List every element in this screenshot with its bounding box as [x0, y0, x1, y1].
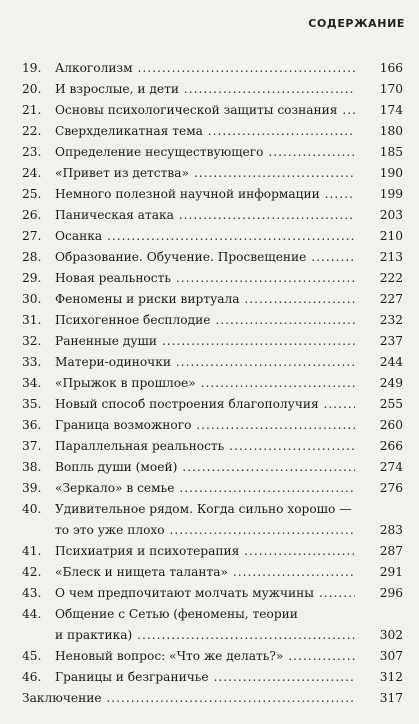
- toc-page: 274: [379, 460, 403, 474]
- toc-number: 36.: [22, 418, 42, 432]
- toc-title: Паническая атака .....: [55, 206, 355, 224]
- toc-number: 22.: [22, 124, 42, 138]
- toc-page: 213: [379, 250, 403, 264]
- toc-page: 249: [379, 376, 403, 390]
- toc-page: 312: [379, 670, 403, 684]
- toc-number: 27.: [22, 229, 42, 243]
- toc-page: 222: [379, 271, 403, 285]
- toc-title: О чем предпочитают молчать мужчины .....: [55, 584, 355, 602]
- toc-title: Сверхделикатная тема .....: [55, 122, 355, 140]
- toc-title: Параллельная реальность .....: [55, 437, 355, 455]
- toc-title: Матери-одиночки .....: [55, 353, 355, 371]
- toc-page: 170: [379, 82, 403, 96]
- toc-number: 24.: [22, 166, 42, 180]
- toc-title: Неновый вопрос: «Что же делать?» .....: [55, 647, 355, 665]
- toc-title: Психогенное бесплодие .....: [55, 311, 355, 329]
- toc-number: 39.: [22, 481, 42, 495]
- toc-page: 260: [379, 418, 403, 432]
- toc-number: 40.: [22, 502, 42, 516]
- toc-title: Психиатрия и психотерапия .....: [55, 542, 355, 560]
- toc-title: Основы психологической защиты сознания .....: [55, 101, 355, 119]
- toc-title: Удивительное рядом. Когда сильно хорошо —: [55, 502, 352, 516]
- toc-number: 35.: [22, 397, 42, 411]
- toc-number: 32.: [22, 334, 42, 348]
- toc-number: 31.: [22, 313, 42, 327]
- toc-page: 232: [379, 313, 403, 327]
- toc-number: 37.: [22, 439, 42, 453]
- toc-number: 26.: [22, 208, 42, 222]
- toc-title-line2: и практика) .....: [55, 626, 355, 644]
- toc-page: 296: [379, 586, 403, 600]
- toc-page: 244: [379, 355, 403, 369]
- toc-title-line2: то это уже плохо .....: [55, 521, 355, 539]
- toc-page: 255: [379, 397, 403, 411]
- toc-title: Образование. Обучение. Просвещение .....: [55, 248, 355, 266]
- toc-page: 180: [379, 124, 403, 138]
- toc-title: Новый способ построения благополучия .....: [55, 395, 355, 413]
- toc-page: 302: [379, 628, 403, 642]
- toc-page: 174: [379, 103, 403, 117]
- toc-page: 307: [379, 649, 403, 663]
- toc-number: 28.: [22, 250, 42, 264]
- toc-number: 43.: [22, 586, 42, 600]
- toc-title: Граница возможного .....: [55, 416, 355, 434]
- toc-number: 44.: [22, 607, 42, 621]
- toc-title: Вопль души (моей) .....: [55, 458, 355, 476]
- toc-page: 227: [379, 292, 403, 306]
- toc-number: 30.: [22, 292, 42, 306]
- toc-number: 19.: [22, 61, 42, 75]
- toc-title: Немного полезной научной информации .....: [55, 185, 355, 203]
- toc-page: 185: [379, 145, 403, 159]
- toc-title: Феномены и риски виртуала .....: [55, 290, 355, 308]
- toc-number: 20.: [22, 82, 42, 96]
- toc-number: 46.: [22, 670, 42, 684]
- toc-page: 287: [379, 544, 403, 558]
- toc-number: 23.: [22, 145, 42, 159]
- toc-number: 33.: [22, 355, 42, 369]
- toc-page: 199: [379, 187, 403, 201]
- toc-title: «Прыжок в прошлое» .....: [55, 374, 355, 392]
- toc-page: 166: [379, 61, 403, 75]
- toc-number: 21.: [22, 103, 42, 117]
- page-header: СОДЕРЖАНИЕ: [308, 17, 405, 30]
- toc-title: Определение несуществующего .....: [55, 143, 355, 161]
- toc-number: 38.: [22, 460, 42, 474]
- toc-title: Общение с Сетью (феномены, теории: [55, 607, 298, 621]
- toc-page: 291: [379, 565, 403, 579]
- toc-title: Новая реальность .....: [55, 269, 355, 287]
- toc-number: 42.: [22, 565, 42, 579]
- toc-title: Осанка .....: [55, 227, 355, 245]
- toc-title: «Блеск и нищета таланта» .....: [55, 563, 355, 581]
- toc-title: Заключение .....: [22, 689, 355, 707]
- toc-page: 266: [379, 439, 403, 453]
- toc-page: 317: [379, 691, 403, 705]
- toc-title: «Привет из детства» .....: [55, 164, 355, 182]
- toc-page: 283: [379, 523, 403, 537]
- toc-title: Границы и безграничье .....: [55, 668, 355, 686]
- toc-number: 41.: [22, 544, 42, 558]
- toc-page: 237: [379, 334, 403, 348]
- toc-page: 203: [379, 208, 403, 222]
- toc-number: 34.: [22, 376, 42, 390]
- toc-page: 276: [379, 481, 403, 495]
- toc-page: 190: [379, 166, 403, 180]
- toc-title: «Зеркало» в семье .....: [55, 479, 355, 497]
- toc-title: Алкоголизм .....: [55, 59, 355, 77]
- toc-number: 45.: [22, 649, 42, 663]
- toc-page: 210: [379, 229, 403, 243]
- toc-title: И взрослые, и дети .....: [55, 80, 355, 98]
- toc-number: 29.: [22, 271, 42, 285]
- toc-number: 25.: [22, 187, 42, 201]
- toc-title: Раненные души .....: [55, 332, 355, 350]
